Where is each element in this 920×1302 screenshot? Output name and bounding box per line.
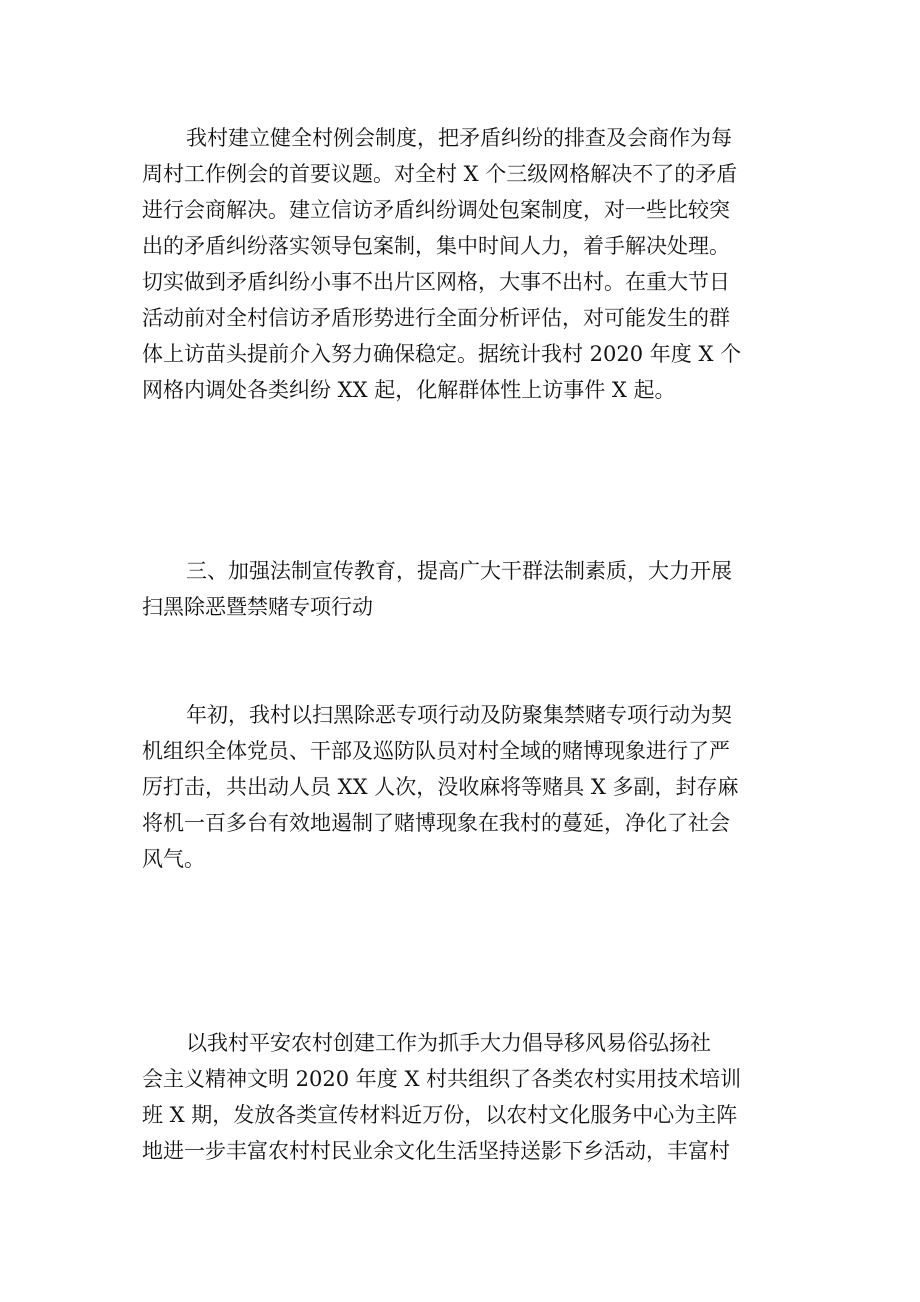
text-line: 切实做到矛盾纠纷小事不出片区网格，大事不出村。在重大节日 [142, 270, 730, 294]
text-line: 厉打击，共出动人员 XX 人次，没收麻将等赌具 X 多副，封存麻 [142, 775, 739, 799]
text-line: 风气。 [142, 847, 205, 871]
section-heading [142, 553, 792, 625]
text-line: 机组织全体党员、干部及巡防队员对村全域的赌博现象进行了严 [142, 739, 730, 763]
paragraph-civilization [142, 1025, 792, 1169]
text-line: 会主义精神文明 2020 年度 X 村共组织了各类农村实用技术培训 [142, 1067, 742, 1091]
heading-line: 扫黑除恶暨禁赌专项行动 [142, 595, 373, 619]
paragraph-mediation [142, 120, 792, 408]
text-line: 将机一百多台有效地遏制了赌博现象在我村的蔓延，净化了社会 [142, 811, 730, 835]
text-line: 进行会商解决。建立信访矛盾纠纷调处包案制度，对一些比较突 [142, 198, 730, 222]
text-line: 周村工作例会的首要议题。对全村 X 个三级网格解决不了的矛盾 [142, 162, 738, 186]
text-line: 年初，我村以扫黑除恶专项行动及防聚集禁赌专项行动为契 [186, 703, 732, 727]
text-line: 以我村平安农村创建工作为抓手大力倡导移风易俗弘扬社 [186, 1031, 711, 1055]
text-line: 班 X 期，发放各类宣传材料近万份，以农村文化服务中心为主阵 [142, 1103, 738, 1127]
paragraph-anti-gambling [142, 697, 792, 877]
text-line: 地进一步丰富农村村民业余文化生活坚持送影下乡活动，丰富村 [142, 1139, 730, 1163]
text-line: 我村建立健全村例会制度，把矛盾纠纷的排查及会商作为每 [186, 126, 732, 150]
text-line: 网格内调处各类纠纷 XX 起，化解群体性上访事件 X 起。 [142, 378, 676, 402]
text-line: 出的矛盾纠纷落实领导包案制，集中时间人力，着手解决处理。 [142, 234, 730, 258]
text-line: 活动前对全村信访矛盾形势进行全面分析评估，对可能发生的群 [142, 306, 730, 330]
text-line: 体上访苗头提前介入努力确保稳定。据统计我村 2020 年度 X 个 [142, 342, 742, 366]
heading-line: 三、加强法制宣传教育，提高广大干群法制素质，大力开展 [186, 559, 732, 583]
